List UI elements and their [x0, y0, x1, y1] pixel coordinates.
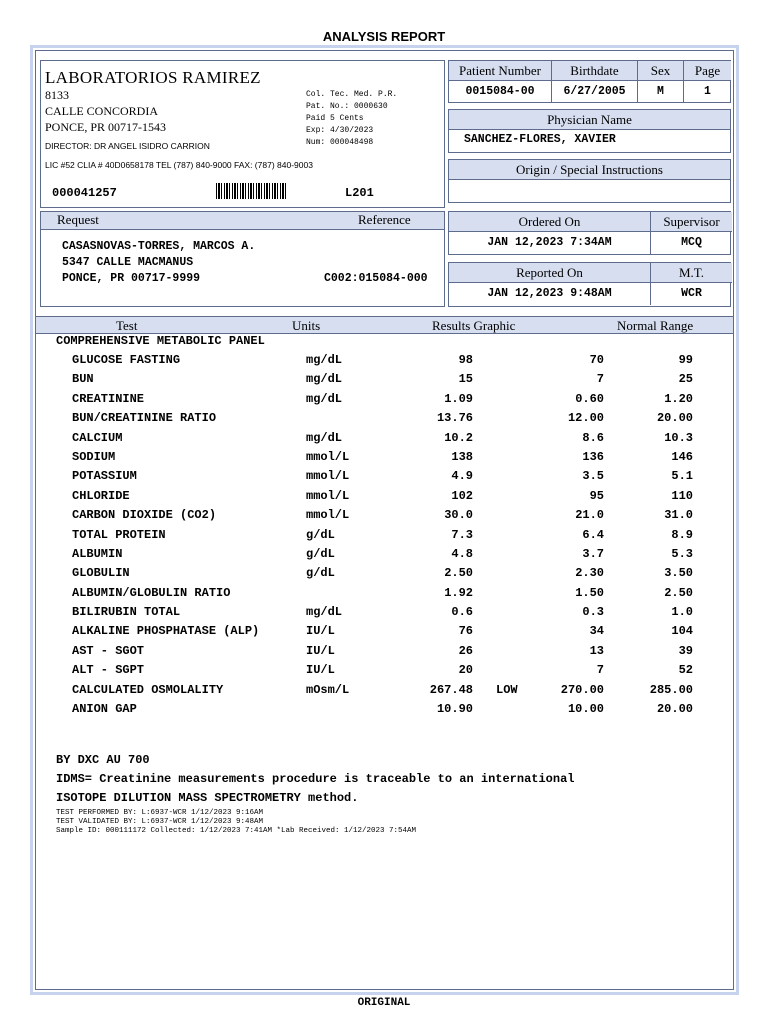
reported-on-date: JAN 12,2023 9:48AM — [449, 283, 651, 305]
lab-license-detail: Exp: 4/30/2023 — [306, 126, 374, 135]
range-low: 0.60 — [575, 391, 604, 406]
result-flag: LOW — [496, 682, 518, 697]
test-result: 15 — [458, 372, 473, 387]
laboratory-box — [40, 60, 445, 208]
table-row — [36, 431, 733, 450]
patient-box — [448, 60, 731, 103]
birthdate-header: Birthdate — [552, 61, 638, 81]
supervisor: MCQ — [681, 236, 702, 249]
page-number: 1 — [704, 85, 711, 98]
table-row — [36, 624, 733, 643]
medical-technologist: WCR — [681, 287, 702, 300]
test-name: TOTAL PROTEIN — [72, 527, 166, 542]
test-result: 10.90 — [436, 702, 473, 717]
birthdate: 6/27/2005 — [552, 81, 638, 103]
column-units: Units — [292, 318, 321, 333]
range-high: 52 — [678, 663, 693, 678]
table-row — [36, 644, 733, 663]
test-name: BILIRUBIN TOTAL — [72, 605, 181, 620]
table-row — [36, 489, 733, 508]
range-high: 3.50 — [664, 566, 693, 581]
range-high: 25 — [678, 372, 693, 387]
lab-name: LABORATORIOS RAMIREZ — [45, 68, 261, 87]
test-name: CALCULATED OSMOLALITY — [72, 682, 224, 697]
range-low: 0.3 — [582, 605, 604, 620]
lab-director: DIRECTOR: DR ANGEL ISIDRO CARRION — [45, 141, 210, 151]
test-name: ANION GAP — [72, 702, 137, 717]
range-high: 5.3 — [671, 546, 693, 561]
test-result: 102 — [451, 488, 473, 503]
report-frame — [30, 45, 739, 995]
test-units: mmol/L — [306, 469, 350, 484]
range-high: 31.0 — [664, 508, 693, 523]
ordered-on-date: JAN 12,2023 7:34AM — [449, 232, 651, 254]
method-note: ISOTOPE DILUTION MASS SPECTROMETRY method. — [56, 791, 359, 805]
range-low: 95 — [589, 488, 604, 503]
method-note: BY DXC AU 700 — [56, 753, 150, 767]
table-row — [36, 683, 733, 702]
lab-address-line: CALLE CONCORDIA — [45, 104, 158, 118]
accession-number: 000041257 — [52, 186, 117, 200]
range-low: 34 — [589, 624, 604, 639]
ordered-box — [448, 211, 731, 255]
test-result: 1.09 — [444, 391, 473, 406]
table-row — [36, 469, 733, 488]
lab-license-detail: Pat. No.: 0000630 — [306, 102, 388, 111]
sex: M — [638, 81, 684, 103]
request-address: 5347 CALLE MACMANUS — [62, 256, 194, 269]
audit-notes — [56, 809, 416, 836]
test-name: CREATININE — [72, 391, 145, 406]
report-title: ANALYSIS REPORT — [322, 29, 446, 44]
range-low: 10.00 — [567, 702, 604, 717]
table-row — [36, 392, 733, 411]
request-header — [41, 212, 444, 230]
patient-number: 0015084-00 — [449, 81, 552, 103]
sample-info: Sample ID: 000111172 Collected: 1/12/2023 7:41AM *Lab Received: 1/12/2023 7:54AM — [56, 827, 417, 835]
request-city: PONCE, PR 00717-9999 — [62, 272, 201, 285]
range-low: 3.5 — [582, 469, 604, 484]
range-low: 12.00 — [567, 411, 604, 426]
test-name: ALT - SGPT — [72, 663, 145, 678]
reference-value: C002:015084-000 — [324, 272, 428, 285]
test-result: 98 — [458, 353, 473, 367]
test-result: 267.48 — [429, 682, 473, 697]
sex-header: Sex — [638, 61, 684, 81]
range-high: 285.00 — [649, 682, 693, 697]
range-low: 2.30 — [575, 566, 604, 581]
test-name: CALCIUM — [72, 430, 123, 445]
test-result: 7.3 — [451, 527, 473, 542]
test-result: 26 — [458, 643, 473, 658]
range-low: 13 — [589, 643, 604, 658]
range-high: 1.20 — [664, 391, 693, 406]
range-high: 10.3 — [664, 430, 693, 445]
range-low: 7 — [596, 663, 604, 678]
physician-header: Physician Name — [449, 110, 730, 130]
test-units: g/dL — [306, 566, 335, 581]
test-units: IU/L — [306, 643, 335, 658]
lab-address-line: 8133 — [45, 88, 69, 102]
test-result: 4.8 — [451, 546, 473, 561]
panel-title: COMPREHENSIVE METABOLIC PANEL — [56, 334, 265, 348]
lab-license-detail: Col. Tec. Med. P.R. — [306, 90, 398, 99]
range-low: 6.4 — [582, 527, 604, 542]
range-low: 136 — [582, 449, 604, 464]
range-high: 5.1 — [671, 469, 693, 484]
patient-number-header: Patient Number — [449, 61, 552, 81]
test-units: mg/dL — [306, 605, 343, 620]
test-units: g/dL — [306, 546, 335, 561]
test-result: 13.76 — [436, 411, 473, 426]
table-row — [36, 353, 733, 372]
range-low: 270.00 — [560, 682, 604, 697]
barcode-icon — [216, 183, 288, 199]
test-units: mg/dL — [306, 353, 343, 367]
test-units: mmol/L — [306, 508, 350, 523]
test-result: 20 — [458, 663, 473, 678]
range-high: 146 — [671, 449, 693, 464]
page-header: Page — [684, 61, 731, 81]
range-high: 99 — [678, 353, 693, 367]
range-high: 20.00 — [656, 702, 693, 717]
test-units: g/dL — [306, 527, 335, 542]
test-name: AST - SGOT — [72, 643, 145, 658]
footer-original: ORIGINAL — [357, 997, 411, 1009]
lab-address-line: PONCE, PR 00717-1543 — [45, 120, 167, 134]
test-units: mmol/L — [306, 449, 350, 464]
test-name: CARBON DIOXIDE (CO2) — [72, 508, 217, 523]
range-high: 20.00 — [656, 411, 693, 426]
request-box — [40, 211, 445, 307]
range-low: 7 — [596, 372, 604, 387]
range-high: 1.0 — [671, 605, 693, 620]
test-result: 4.9 — [451, 469, 473, 484]
range-low: 1.50 — [575, 585, 604, 600]
table-row — [36, 411, 733, 430]
test-units: mg/dL — [306, 430, 343, 445]
table-row — [36, 508, 733, 527]
request-name: CASASNOVAS-TORRES, MARCOS A. — [62, 240, 256, 253]
test-result: 138 — [451, 449, 473, 464]
origin-header: Origin / Special Instructions — [449, 160, 730, 180]
mt-header: M.T. — [651, 263, 732, 283]
test-units: mg/dL — [306, 372, 343, 387]
test-units: IU/L — [306, 663, 335, 678]
column-normal-range: Normal Range — [617, 318, 694, 333]
test-result: 76 — [458, 624, 473, 639]
test-name: ALBUMIN — [72, 546, 123, 561]
test-name: ALBUMIN/GLOBULIN RATIO — [72, 585, 231, 600]
range-high: 104 — [671, 624, 693, 639]
report-body — [35, 50, 734, 990]
method-note: IDMS= Creatinine measurements procedure is traceable to an international — [56, 772, 575, 786]
table-row — [36, 372, 733, 391]
physician-name: SANCHEZ-FLORES, XAVIER — [464, 133, 616, 146]
request-label: Request — [57, 212, 99, 227]
test-result: 2.50 — [444, 566, 473, 581]
range-high: 2.50 — [664, 585, 693, 600]
test-name: GLOBULIN — [72, 566, 130, 581]
table-row — [36, 663, 733, 682]
reported-box — [448, 262, 731, 307]
table-row — [36, 528, 733, 547]
lab-license-detail: Num: 000048498 — [306, 138, 374, 147]
table-row — [36, 450, 733, 469]
range-low: 70 — [589, 353, 604, 367]
range-high: 110 — [671, 488, 693, 503]
lab-license-line: LIC #52 CLIA # 40D0658178 TEL (787) 840-9000 FAX: (787) 840-9003 — [45, 160, 313, 170]
range-low: 8.6 — [582, 430, 604, 445]
performed-by: TEST PERFORMED BY: L:6937-WCR 1/12/2023 9:16AM — [56, 809, 264, 817]
test-name: CHLORIDE — [72, 488, 130, 503]
test-name: GLUCOSE FASTING — [72, 353, 181, 367]
results-table — [36, 353, 733, 721]
test-name: POTASSIUM — [72, 469, 137, 484]
range-low: 21.0 — [575, 508, 604, 523]
test-result: 1.92 — [444, 585, 473, 600]
test-name: SODIUM — [72, 449, 116, 464]
table-row — [36, 586, 733, 605]
validated-by: TEST VALIDATED BY: L:6937-WCR 1/12/2023 9:48AM — [56, 818, 264, 826]
column-results-graphic: Results Graphic — [432, 318, 516, 333]
range-high: 39 — [678, 643, 693, 658]
method-notes — [56, 753, 574, 810]
reported-on-header: Reported On — [449, 263, 651, 283]
ordered-on-header: Ordered On — [449, 212, 651, 232]
test-result: 10.2 — [444, 430, 473, 445]
test-units: mOsm/L — [306, 682, 350, 697]
lab-license-detail: Paid 5 Cents — [306, 114, 364, 123]
physician-box — [448, 109, 731, 153]
test-name: BUN/CREATININE RATIO — [72, 411, 217, 426]
panel-title-row — [36, 334, 733, 353]
test-name: BUN — [72, 372, 94, 387]
results-column-header — [36, 316, 733, 334]
lab-location-code: L201 — [345, 186, 374, 200]
range-high: 8.9 — [671, 527, 693, 542]
table-row — [36, 566, 733, 585]
reference-label: Reference — [358, 212, 411, 227]
table-row — [36, 547, 733, 566]
supervisor-header: Supervisor — [651, 212, 732, 232]
range-low: 3.7 — [582, 546, 604, 561]
test-units: IU/L — [306, 624, 335, 639]
table-row — [36, 605, 733, 624]
test-result: 0.6 — [451, 605, 473, 620]
test-units: mg/dL — [306, 391, 343, 406]
test-name: ALKALINE PHOSPHATASE (ALP) — [72, 624, 260, 639]
test-result: 30.0 — [444, 508, 473, 523]
origin-box — [448, 159, 731, 203]
test-units: mmol/L — [306, 488, 350, 503]
table-row — [36, 702, 733, 721]
column-test: Test — [116, 318, 138, 333]
